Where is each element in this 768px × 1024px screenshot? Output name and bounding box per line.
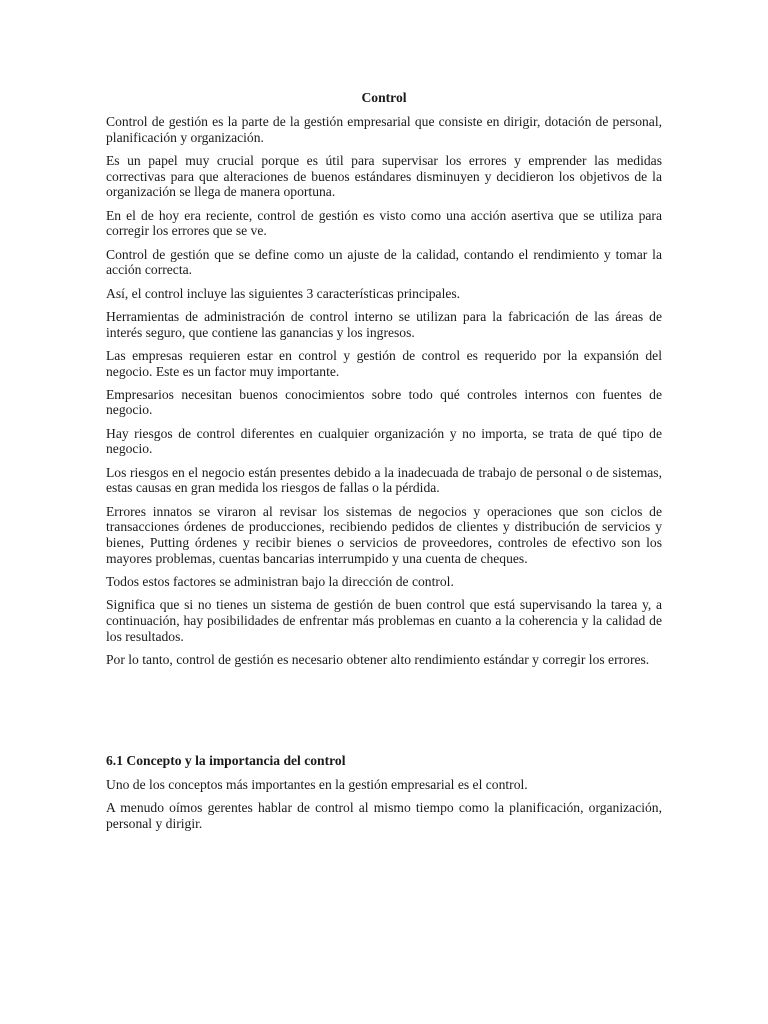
paragraph: Uno de los conceptos más importantes en la gestión empresarial es el control.: [106, 776, 528, 792]
section-spacer: [106, 675, 662, 753]
paragraph: Hay riesgos de control diferentes en cualquier organización y no importa, se trata de qué tipo de negocio.: [106, 425, 662, 457]
page-title: Control: [361, 90, 407, 105]
paragraph: Los riesgos en el negocio están presentes debido a la inadecuada de trabajo de personal o de sistemas, estas causas en gran medida los riesgos de fallas o la pérdida.: [106, 464, 662, 496]
section-heading: 6.1 Concepto y la importancia del control: [106, 753, 346, 769]
paragraph: Errores innatos se viraron al revisar los sistemas de negocios y operaciones que son ciclos de transacciones órdenes de producciones, recibiendo pedidos de clientes y distribución de servicios y bienes, Putting órdenes y recibir bienes o servicios de proveedores, controles de efectivo son los mayores problemas, cuentas bancarias interrumpido y una cuenta de cheques.: [106, 503, 662, 566]
document-body: [106, 90, 662, 839]
paragraph: A menudo oímos gerentes hablar de control al mismo tiempo como la planificación, organización, personal y dirigir.: [106, 800, 662, 831]
paragraph: Control de gestión es la parte de la gestión empresarial que consiste en dirigir, dotación de personal, planificación y organización.: [106, 114, 662, 145]
paragraph: Todos estos factores se administran bajo la dirección de control.: [106, 574, 454, 590]
paragraph: Herramientas de administración de control interno se utilizan para la fabricación de las áreas de interés seguro, que contiene las ganancias y los ingresos.: [106, 308, 662, 340]
paragraph: En el de hoy era reciente, control de gestión es visto como una acción asertiva que se utiliza para corregir los errores que se ve.: [106, 207, 662, 239]
paragraph: Las empresas requieren estar en control y gestión de control es requerido por la expansión del negocio. Este es un factor muy importante.: [106, 347, 662, 379]
paragraph: Control de gestión que se define como un ajuste de la calidad, contando el rendimiento y tomar la acción correcta.: [106, 246, 662, 278]
paragraph: Así, el control incluye las siguientes 3 características principales.: [106, 285, 461, 301]
paragraph: Empresarios necesitan buenos conocimientos sobre todo qué controles internos con fuentes de negocio.: [106, 386, 662, 418]
paragraph: Significa que si no tienes un sistema de gestión de buen control que está supervisando la tarea y, a continuación, hay posibilidades de enfrentar más problemas en cuanto a la coherencia y la calidad de los resultados.: [106, 597, 662, 644]
paragraph: Por lo tanto, control de gestión es necesario obtener alto rendimiento estándar y corregir los errores.: [106, 651, 650, 667]
paragraph: Es un papel muy crucial porque es útil para supervisar los errores y emprender las medidas correctivas para que alteraciones de buenos estándares disminuyen y decidieron los objetivos de la organización se llega de manera oportuna.: [106, 152, 662, 200]
